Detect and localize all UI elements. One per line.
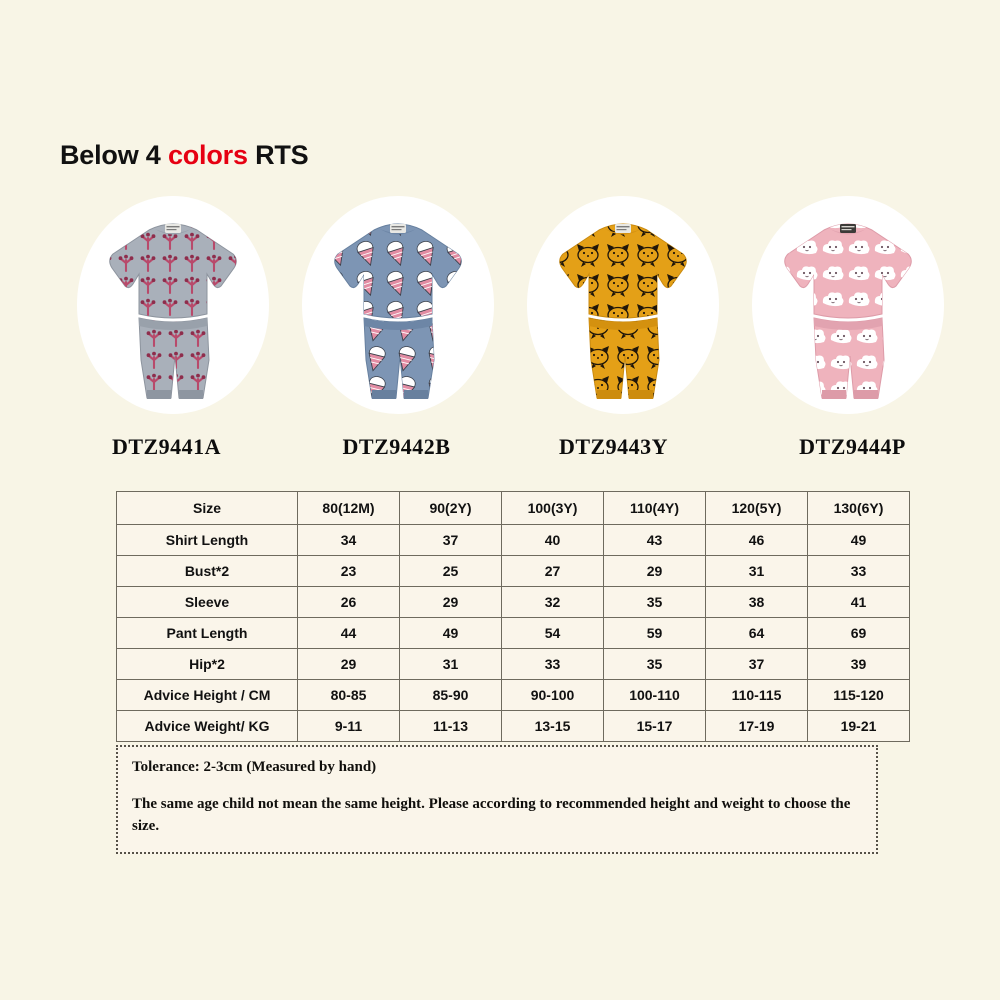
product-code-2: DTZ9442B	[342, 434, 451, 459]
product-gallery	[60, 196, 960, 476]
measurement-cell: 35	[604, 587, 706, 618]
measurement-cell: 34	[298, 525, 400, 556]
size-chart-row	[117, 618, 910, 649]
measurement-cell: 26	[298, 587, 400, 618]
size-chart-row	[117, 649, 910, 680]
garment-photo-pink	[768, 210, 928, 410]
row-label: Advice Weight/ KG	[117, 711, 298, 742]
measurement-cell: 100-110	[604, 680, 706, 711]
measurement-cell: 33	[502, 649, 604, 680]
measurement-cell: 27	[502, 556, 604, 587]
row-label: Advice Height / CM	[117, 680, 298, 711]
measurement-cell: 64	[706, 618, 808, 649]
measurement-cell: 49	[808, 525, 910, 556]
size-chart-row	[117, 525, 910, 556]
size-chart-row	[117, 556, 910, 587]
header-cell-size-110(4Y): 110(4Y)	[604, 492, 706, 525]
measurement-cell: 19-21	[808, 711, 910, 742]
measurement-cell: 115-120	[808, 680, 910, 711]
page-title-highlight: colors	[167, 140, 248, 170]
product-card-3[interactable]	[510, 196, 735, 476]
header-cell-size-130(6Y): 130(6Y)	[808, 492, 910, 525]
measurement-cell: 69	[808, 618, 910, 649]
measurement-cell: 23	[298, 556, 400, 587]
measurement-cell: 29	[604, 556, 706, 587]
measurement-cell: 54	[502, 618, 604, 649]
size-chart-row	[117, 680, 910, 711]
product-card-4[interactable]	[735, 196, 960, 476]
product-code-3: DTZ9443Y	[558, 434, 669, 459]
measurement-cell: 85-90	[400, 680, 502, 711]
header-cell-size-120(5Y): 120(5Y)	[706, 492, 808, 525]
garment-photo-blue	[318, 210, 478, 410]
size-chart-header-row	[117, 492, 910, 525]
measurement-cell: 37	[400, 525, 502, 556]
measurement-cell: 44	[298, 618, 400, 649]
garment-photo-gray	[93, 210, 253, 410]
page-title	[60, 140, 308, 171]
header-cell-size: Size	[117, 492, 298, 525]
measurement-cell: 43	[604, 525, 706, 556]
tolerance-note: Tolerance: 2-3cm (Measured by hand)	[132, 759, 377, 775]
measurement-cell: 25	[400, 556, 502, 587]
size-chart-row	[117, 711, 910, 742]
header-cell-size-100(3Y): 100(3Y)	[502, 492, 604, 525]
row-label: Hip*2	[117, 649, 298, 680]
measurement-cell: 110-115	[706, 680, 808, 711]
product-code-1: DTZ9441A	[111, 434, 222, 459]
measurement-cell: 11-13	[400, 711, 502, 742]
measurement-cell: 15-17	[604, 711, 706, 742]
measurement-cell: 39	[808, 649, 910, 680]
notes-box	[116, 745, 878, 854]
size-chart-row	[117, 587, 910, 618]
measurement-cell: 32	[502, 587, 604, 618]
header-cell-size-90(2Y): 90(2Y)	[400, 492, 502, 525]
garment-photo-yellow	[543, 210, 703, 410]
sizing-advice-note: The same age child not mean the same height. Please according to recommended height and weight to choose the size.	[132, 796, 851, 834]
measurement-cell: 29	[298, 649, 400, 680]
measurement-cell: 35	[604, 649, 706, 680]
measurement-cell: 46	[706, 525, 808, 556]
measurement-cell: 33	[808, 556, 910, 587]
measurement-cell: 17-19	[706, 711, 808, 742]
product-code-4: DTZ9444P	[799, 434, 906, 459]
measurement-cell: 31	[706, 556, 808, 587]
row-label: Pant Length	[117, 618, 298, 649]
measurement-cell: 38	[706, 587, 808, 618]
measurement-cell: 9-11	[298, 711, 400, 742]
measurement-cell: 13-15	[502, 711, 604, 742]
row-label: Sleeve	[117, 587, 298, 618]
size-chart-body	[117, 492, 910, 742]
measurement-cell: 40	[502, 525, 604, 556]
measurement-cell: 90-100	[502, 680, 604, 711]
measurement-cell: 59	[604, 618, 706, 649]
measurement-cell: 80-85	[298, 680, 400, 711]
measurement-cell: 37	[706, 649, 808, 680]
product-card-1[interactable]	[60, 196, 285, 476]
measurement-cell: 41	[808, 587, 910, 618]
product-card-2[interactable]	[285, 196, 510, 476]
page-title-part1: Below 4	[60, 140, 168, 170]
size-chart-table	[116, 491, 910, 742]
header-cell-size-80(12M): 80(12M)	[298, 492, 400, 525]
page-title-part2: RTS	[247, 140, 309, 170]
measurement-cell: 29	[400, 587, 502, 618]
measurement-cell: 49	[400, 618, 502, 649]
row-label: Bust*2	[117, 556, 298, 587]
measurement-cell: 31	[400, 649, 502, 680]
row-label: Shirt Length	[117, 525, 298, 556]
